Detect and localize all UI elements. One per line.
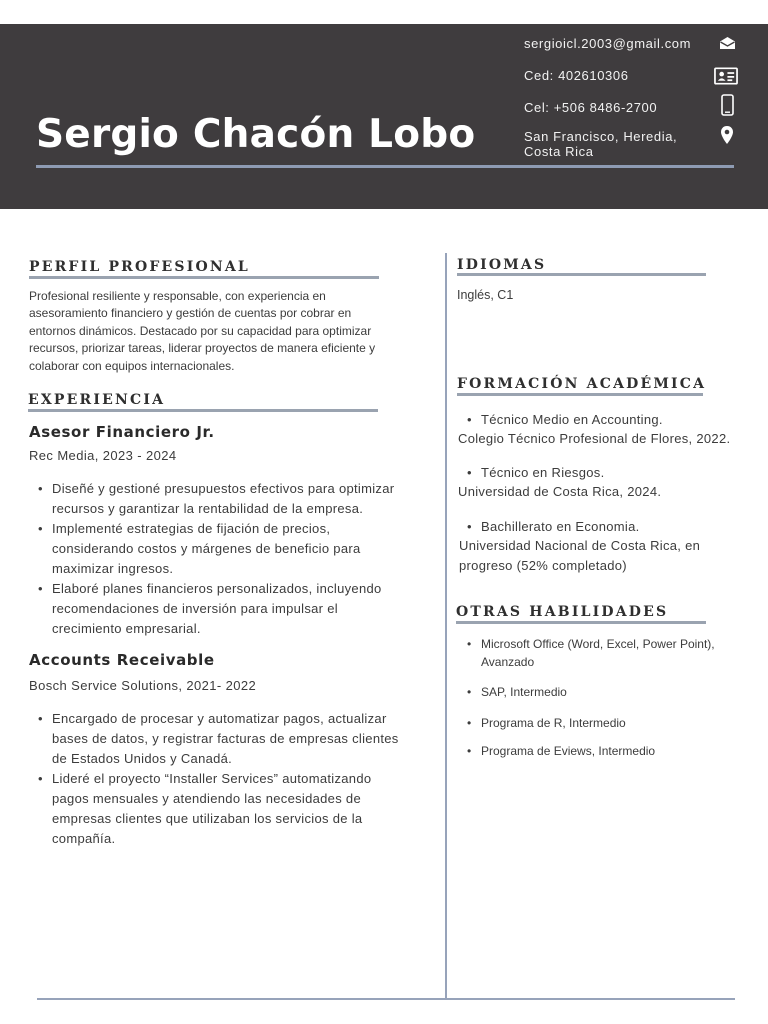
skill-item: • SAP, Intermedio — [467, 683, 757, 701]
section-title-experience: EXPERIENCIA — [28, 392, 166, 408]
location-line-1: San Francisco, Heredia, — [524, 129, 678, 144]
section-rule-skills — [456, 621, 706, 624]
list-item: • Elaboré planes financieros personalizados, incluyendo recomendaciones de inversión para impulsar el crecimiento empresarial. — [29, 579, 439, 639]
section-rule-profile — [29, 276, 379, 279]
section-title-education: FORMACIÓN ACADÉMICA — [457, 376, 707, 392]
section-title-skills: OTRAS HABILIDADES — [456, 604, 669, 620]
mobile-phone-icon — [715, 94, 739, 116]
profile-line: colaborar con equipos internacionales. — [29, 358, 235, 373]
list-item: • Implementé estrategias de fijación de precios, considerando costos y márgenes de beneficio para maximizar ingresos. — [29, 519, 439, 579]
job-title-1: Asesor Financiero Jr. — [29, 423, 215, 441]
contact-cedula: Ced: 402610306 — [524, 68, 629, 83]
profile-line: entornos dinámicos. Destacado por su capacidad para optimizar — [29, 323, 372, 338]
skill-item: • Programa de Eviews, Intermedio — [467, 742, 757, 760]
location-line-2: Costa Rica — [524, 144, 594, 159]
envelope-icon — [715, 32, 739, 54]
education-institution-2: Universidad de Costa Rica, 2024. — [458, 484, 662, 499]
profile-summary — [29, 288, 434, 375]
profile-line: asesoramiento financiero y gestión de cuentas por cobrar en — [29, 306, 352, 321]
contact-phone[interactable]: Cel: +506 8486-2700 — [524, 100, 658, 115]
section-rule-experience — [28, 409, 378, 412]
languages-text: Inglés, C1 — [457, 288, 514, 302]
section-title-languages: IDIOMAS — [457, 257, 547, 273]
footer-divider — [37, 998, 735, 1000]
id-card-icon — [714, 65, 738, 87]
job-title-2: Accounts Receivable — [29, 651, 215, 669]
education-degree-1: • Técnico Medio en Accounting. — [467, 412, 663, 427]
job-meta-2: Bosch Service Solutions, 2021- 2022 — [29, 678, 257, 693]
list-item: • Encargado de procesar y automatizar pagos, actualizar bases de datos, y registrar facturas de empresas clientes de Estados Unidos y Canadá. — [29, 709, 439, 769]
job-meta-1: Rec Media, 2023 - 2024 — [29, 448, 177, 463]
education-institution-1: Colegio Técnico Profesional de Flores, 2022. — [458, 431, 731, 446]
contact-location — [524, 129, 677, 159]
contact-email[interactable]: sergioicl.2003@gmail.com — [524, 36, 692, 51]
header-divider — [36, 165, 734, 168]
header-banner — [0, 24, 768, 209]
column-divider — [445, 253, 447, 999]
list-item: • Diseñé y gestioné presupuestos efectivos para optimizar recursos y garantizar la rentabilidad de la empresa. — [29, 479, 439, 519]
skill-item: • Programa de R, Intermedio — [467, 714, 757, 732]
education-degree-3: • Bachillerato en Economia. — [467, 519, 640, 534]
education-degree-2: • Técnico en Riesgos. — [467, 465, 605, 480]
candidate-name: Sergio Chacón Lobo — [36, 112, 476, 157]
section-rule-languages — [457, 273, 706, 276]
profile-line: Profesional resiliente y responsable, con experiencia en — [29, 289, 326, 303]
profile-line: recursos, priorizar tareas, liderar proyectos de manera eficiente y — [29, 341, 376, 356]
skill-item: • Microsoft Office (Word, Excel, Power Point), Avanzado — [467, 635, 757, 671]
section-title-profile: PERFIL PROFESIONAL — [29, 259, 250, 275]
job-2-bullets — [29, 709, 439, 849]
list-item: • Lideré el proyecto “Installer Services” automatizando pagos mensuales y atendiendo las necesidades de empresas clientes que utilizaban los servicios de la compañía. — [29, 769, 439, 849]
job-1-bullets — [29, 479, 439, 639]
education-institution-3: Universidad Nacional de Costa Rica, en progreso (52% completado) — [459, 538, 701, 573]
section-rule-education — [457, 393, 703, 396]
map-pin-icon — [715, 124, 739, 146]
